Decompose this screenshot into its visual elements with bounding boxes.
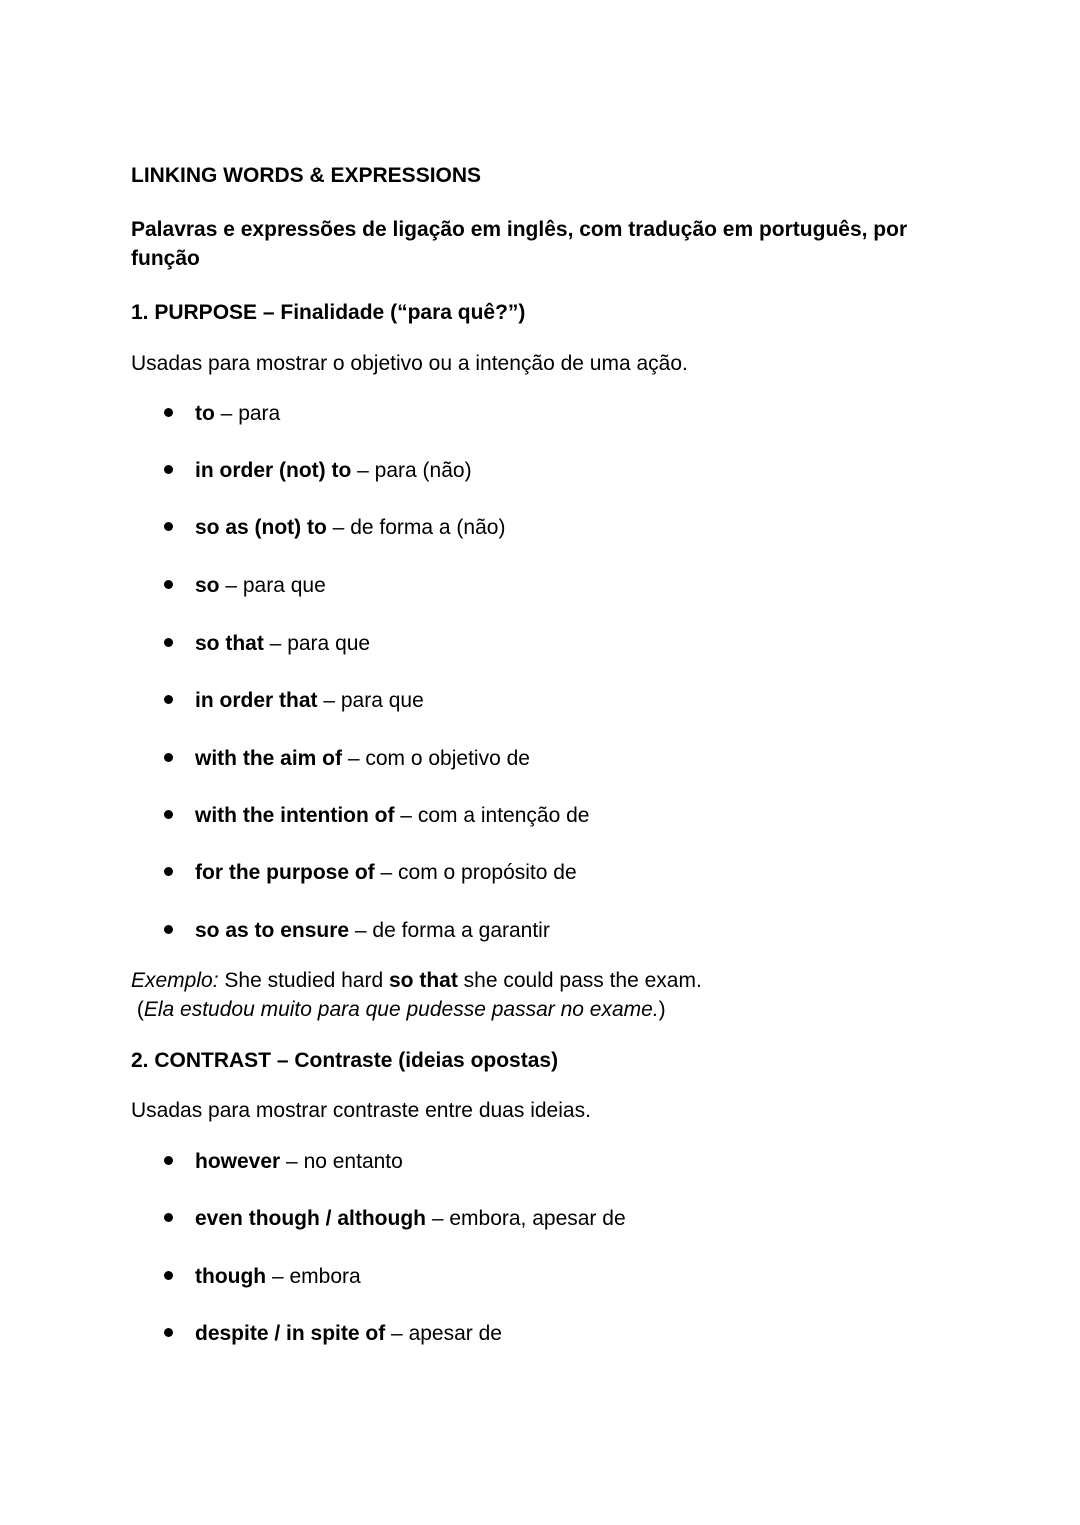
example-label: Exemplo: — [131, 969, 219, 992]
bullet-icon — [164, 408, 173, 417]
separator: – — [214, 402, 239, 425]
term: with the intention of — [195, 804, 395, 827]
section-heading-purpose: 1. PURPOSE – Finalidade (“para quê?”) — [131, 301, 526, 324]
example-text-before: She studied hard — [218, 969, 389, 992]
term: for the purpose of — [195, 861, 375, 884]
separator: – — [394, 804, 418, 827]
separator: – — [317, 689, 341, 712]
translation: para que — [340, 689, 424, 712]
term: so as (not) to — [195, 516, 327, 539]
term: in order that — [195, 689, 318, 712]
separator: – — [219, 574, 243, 597]
term: to — [195, 402, 215, 425]
example-sentence — [131, 967, 702, 995]
separator: – — [266, 1265, 290, 1288]
paren-open: ( — [131, 998, 144, 1021]
translation: embora, apesar de — [449, 1207, 626, 1230]
section-heading-contrast: 2. CONTRAST – Contraste (ideias opostas) — [131, 1049, 559, 1072]
bullet-icon — [164, 1213, 173, 1222]
example-translation — [131, 996, 666, 1024]
translation: com a intenção de — [417, 804, 590, 827]
separator: – — [263, 632, 288, 655]
bullet-icon — [164, 465, 173, 474]
translation: com o propósito de — [398, 861, 577, 884]
example-translation-text: Ela estudou muito para que pudesse passar no exame. — [143, 998, 659, 1021]
translation: apesar de — [408, 1322, 502, 1345]
separator: – — [374, 861, 399, 884]
example-highlight: so that — [389, 969, 458, 992]
list-item — [164, 457, 472, 485]
translation: para (não) — [374, 459, 472, 482]
list-item — [164, 1148, 403, 1176]
term: however — [195, 1150, 281, 1173]
bullet-icon — [164, 1156, 173, 1165]
translation: embora — [289, 1265, 361, 1288]
list-item — [164, 687, 424, 715]
list-item — [164, 1205, 626, 1233]
separator: – — [280, 1150, 304, 1173]
term: with the aim of — [195, 747, 342, 770]
paren-close: ) — [658, 998, 666, 1021]
bullet-icon — [164, 925, 173, 934]
separator: – — [342, 747, 366, 770]
list-item — [164, 745, 530, 773]
bullet-icon — [164, 810, 173, 819]
bullet-icon — [164, 522, 173, 531]
list-item — [164, 859, 577, 887]
term: despite / in spite of — [195, 1322, 386, 1345]
term: in order (not) to — [195, 459, 352, 482]
translation: de forma a garantir — [372, 919, 550, 942]
bullet-icon — [164, 638, 173, 647]
bullet-icon — [164, 867, 173, 876]
separator: – — [326, 516, 351, 539]
bullet-icon — [164, 753, 173, 762]
list-item — [164, 1263, 361, 1291]
translation: de forma a (não) — [350, 516, 506, 539]
list-item — [164, 917, 550, 945]
document-subtitle-line-1: Palavras e expressões de ligação em inglês, com tradução em português, por — [131, 218, 908, 241]
list-item — [164, 802, 589, 830]
list-item — [164, 572, 326, 600]
section-description-contrast: Usadas para mostrar contraste entre duas ideias. — [131, 1099, 591, 1122]
separator: – — [385, 1322, 409, 1345]
term: so as to ensure — [195, 919, 350, 942]
list-item — [164, 630, 370, 658]
bullet-icon — [164, 1328, 173, 1337]
bullet-icon — [164, 580, 173, 589]
section-description-purpose: Usadas para mostrar o objetivo ou a intenção de uma ação. — [131, 352, 688, 375]
term: so that — [195, 632, 264, 655]
translation: para que — [242, 574, 326, 597]
term: so — [195, 574, 220, 597]
separator: – — [349, 919, 373, 942]
translation: no entanto — [303, 1150, 403, 1173]
separator: – — [425, 1207, 450, 1230]
translation: para que — [287, 632, 371, 655]
bullet-icon — [164, 695, 173, 704]
term: though — [195, 1265, 267, 1288]
translation: para — [238, 402, 281, 425]
list-item — [164, 1320, 502, 1348]
list-item — [164, 400, 280, 428]
example-text-after: she could pass the exam. — [457, 969, 702, 992]
document-title: LINKING WORDS & EXPRESSIONS — [131, 164, 482, 187]
bullet-icon — [164, 1271, 173, 1280]
document-subtitle-line-2: função — [131, 247, 200, 270]
translation: com o objetivo de — [365, 747, 530, 770]
separator: – — [351, 459, 375, 482]
list-item — [164, 514, 505, 542]
term: even though / although — [195, 1207, 426, 1230]
